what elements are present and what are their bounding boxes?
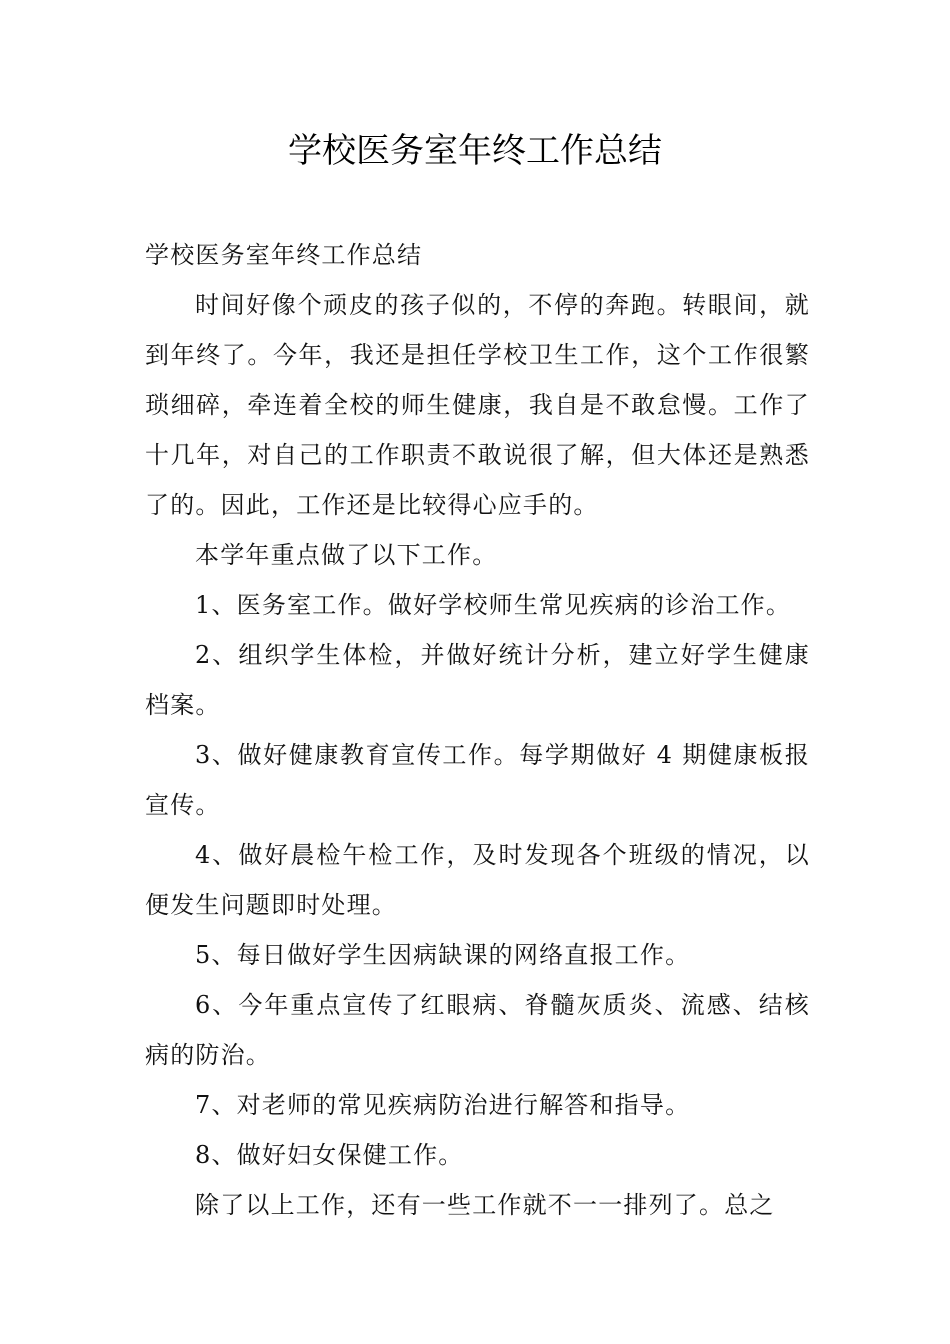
list-item: 7、对老师的常见疾病防治进行解答和指导。 — [195, 1091, 691, 1119]
paragraph: 除了以上工作，还有一些工作就不一一排列了。总之 — [195, 1191, 775, 1219]
list-item: 1、医务室工作。做好学校师生常见疾病的诊治工作。 — [195, 591, 792, 619]
list-item: 3、做好健康教育宣传工作。每学期做好 4 期健康板报宣传。 — [145, 741, 810, 819]
document-subtitle: 学校医务室年终工作总结 — [145, 241, 423, 269]
list-item: 4、做好晨检午检工作，及时发现各个班级的情况，以便发生问题即时处理。 — [145, 841, 810, 919]
document-body — [145, 230, 810, 1230]
list-item: 5、每日做好学生因病缺课的网络直报工作。 — [195, 941, 691, 969]
document-title: 学校医务室年终工作总结 — [288, 131, 662, 171]
list-item: 8、做好妇女保健工作。 — [195, 1141, 464, 1169]
list-item: 2、组织学生体检，并做好统计分析，建立好学生健康档案。 — [145, 641, 810, 719]
paragraph: 时间好像个顽皮的孩子似的，不停的奔跑。转眼间，就到年终了。今年，我还是担任学校卫生工作，这个工作很繁琐细碎，牵连着全校的师生健康，我自是不敢怠慢。工作了十几年，对自己的工作职责不敢说很了解，但大体还是熟悉了的。因此，工作还是比较得心应手的。 — [145, 291, 810, 519]
paragraph: 本学年重点做了以下工作。 — [195, 541, 498, 569]
list-item: 6、今年重点宣传了红眼病、脊髓灰质炎、流感、结核病的防治。 — [145, 991, 810, 1069]
